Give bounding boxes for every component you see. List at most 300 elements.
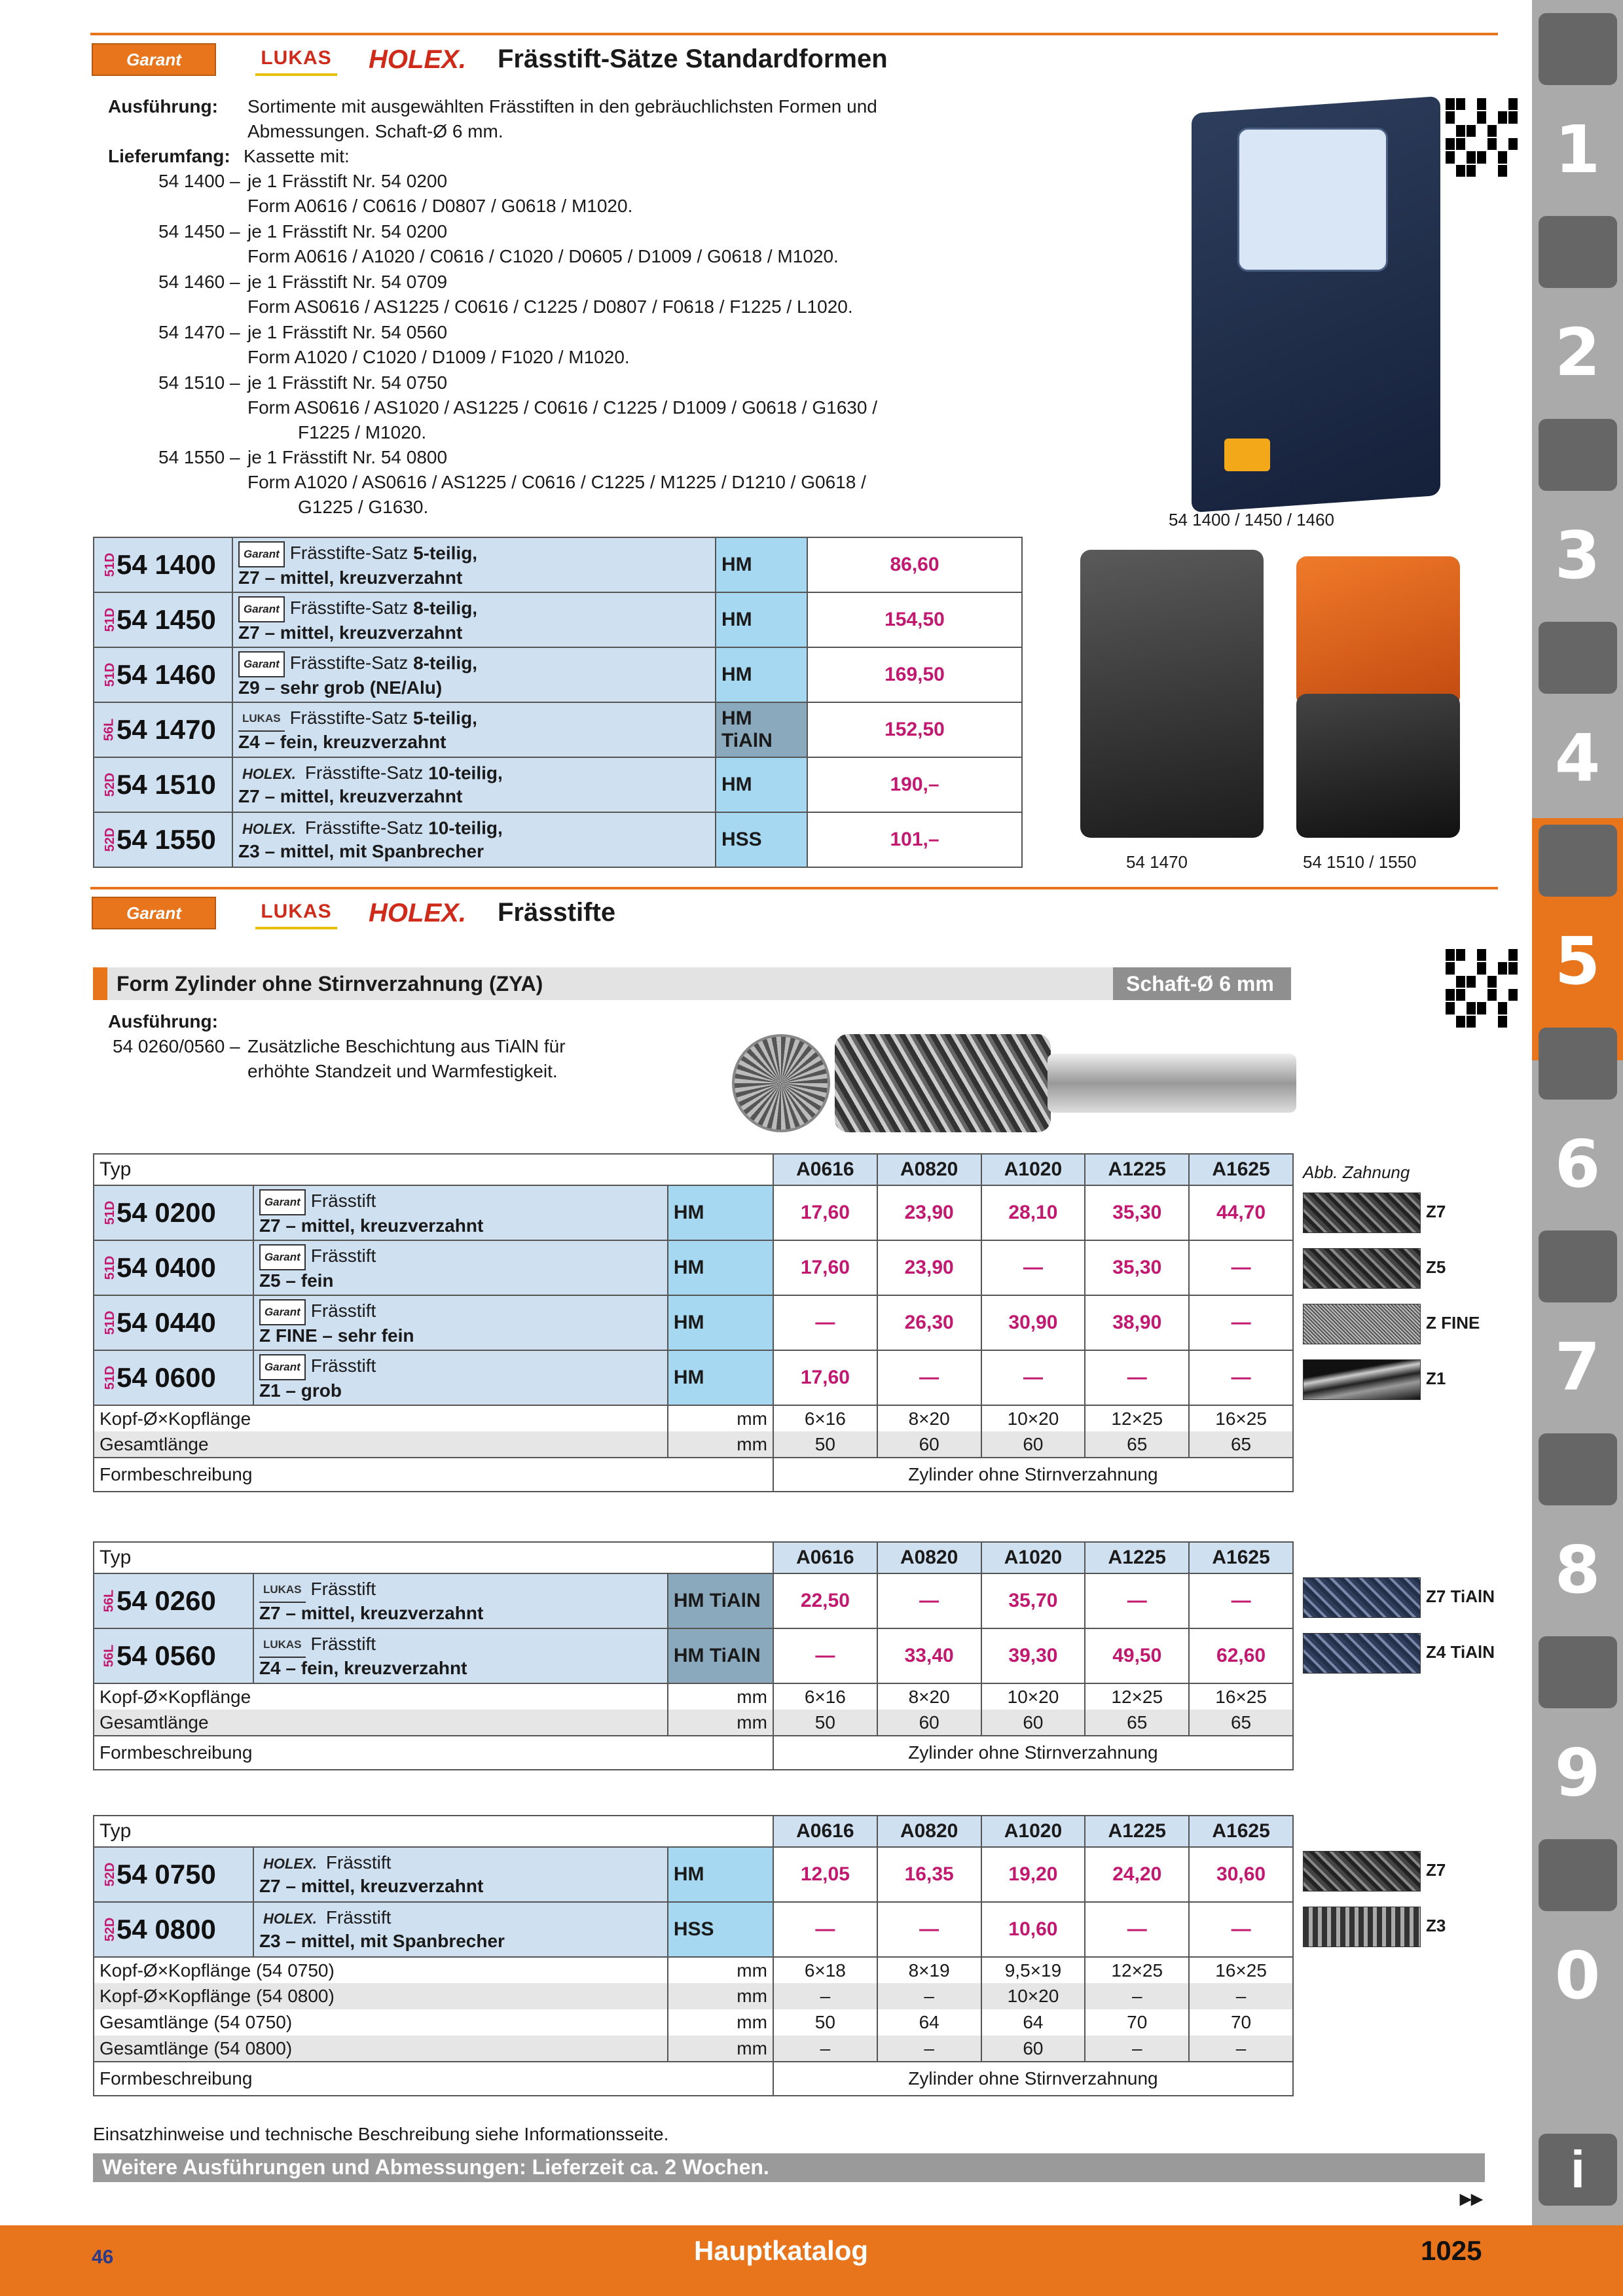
ausfuehrung-label-2: Ausführung: — [108, 1011, 218, 1031]
qr-module — [1508, 111, 1518, 123]
set-line-1: je 1 Frässtift Nr. 54 0800 — [247, 447, 448, 467]
price-cell: 30,90 — [981, 1295, 1085, 1350]
qr-module — [1456, 962, 1465, 974]
form-title: Form Zylinder ohne Stirnverzahnung (ZYA) — [117, 972, 543, 996]
table-row — [94, 1240, 1293, 1295]
price-cell: 22,50 — [773, 1573, 877, 1628]
size-column-header: A0820 — [877, 1816, 981, 1847]
spec-value: 50 — [773, 1431, 877, 1458]
case-clasp — [1224, 439, 1270, 471]
desc-text: Frässtift — [310, 1634, 376, 1655]
desc-line-1 — [259, 1852, 662, 1876]
spec-row — [94, 1405, 1293, 1431]
desc-line-1 — [259, 1907, 662, 1931]
spec-unit: mm — [668, 1710, 773, 1736]
product-table-2 — [93, 1541, 1294, 1770]
material-cell: HM — [716, 537, 807, 592]
spec-value: 8×19 — [877, 1957, 981, 1983]
article-code — [94, 537, 232, 592]
size-column-header: A0616 — [773, 1542, 877, 1573]
price-cell: — — [1085, 1350, 1189, 1405]
zahnung-label: Z7 TiAlN — [1426, 1587, 1495, 1606]
chapter-icon[interactable] — [1539, 825, 1617, 897]
desc-line-2: Z4 – fein, kreuzverzahnt — [259, 1658, 467, 1678]
qr-code-1[interactable] — [1446, 98, 1518, 177]
qr-module — [1446, 165, 1455, 177]
qr-module — [1487, 989, 1497, 1001]
set-code: 54 1460 – — [158, 272, 240, 292]
article-number: 54 0750 — [117, 1859, 216, 1890]
desc-text: Frässtifte-Satz — [289, 543, 414, 564]
desc-count: 10-teilig, — [428, 817, 503, 838]
set-line-3: G1225 / G1630. — [298, 497, 429, 517]
price-cell: — — [773, 1295, 877, 1350]
qr-module — [1467, 165, 1476, 177]
desc-count: 5-teilig, — [413, 543, 478, 564]
qr-module — [1456, 98, 1465, 110]
ausfuehrung-text-1: Sortimente mit ausgewählten Frässtiften in den gebräuchlichsten Formen und — [247, 96, 877, 117]
spec-value: 6×18 — [773, 1957, 877, 1983]
table-row — [94, 702, 1022, 757]
article-description — [253, 1185, 668, 1240]
article-description — [232, 537, 716, 592]
case-image-orange-lid — [1296, 556, 1460, 707]
qr-module — [1467, 1016, 1476, 1028]
spec-value: – — [773, 2036, 877, 2062]
qr-module — [1446, 125, 1455, 137]
article-description — [232, 702, 716, 757]
article-code — [94, 1185, 253, 1240]
size-column-header: A0616 — [773, 1816, 877, 1847]
spec-unit: mm — [668, 2009, 773, 2036]
material-cell: HM — [668, 1295, 773, 1350]
spec-label: Kopf-Ø×Kopflänge — [94, 1405, 668, 1431]
price-group-tag: 52D — [102, 1917, 117, 1942]
desc-count: 10-teilig, — [428, 762, 503, 783]
form-description-row — [94, 1458, 1293, 1492]
qr-module — [1477, 111, 1486, 123]
article-code — [94, 1847, 253, 1902]
case-label-sheet — [1237, 128, 1388, 272]
spec-value: 8×20 — [877, 1683, 981, 1710]
price-cell: 86,60 — [807, 537, 1022, 592]
table-row — [94, 592, 1022, 647]
chapter-icon[interactable]: i — [1539, 2134, 1617, 2206]
chapter-icon[interactable] — [1539, 622, 1617, 694]
desc-count: 5-teilig, — [412, 708, 477, 728]
qr-module — [1508, 125, 1518, 137]
price-cell: 154,50 — [807, 592, 1022, 647]
qr-code-2[interactable] — [1446, 949, 1518, 1028]
set-code: 54 1450 – — [158, 221, 240, 242]
size-column-header: A1020 — [981, 1542, 1085, 1573]
spec-value: 12×25 — [1085, 1957, 1189, 1983]
set-line-1: je 1 Frässtift Nr. 54 0200 — [247, 171, 448, 191]
spec-value: 12×25 — [1085, 1683, 1189, 1710]
zahnung-label: Z7 — [1426, 1860, 1446, 1880]
spec-row — [94, 2009, 1293, 2036]
price-cell: 30,60 — [1189, 1847, 1293, 1902]
typ-header: Typ — [94, 1154, 773, 1185]
qr-module — [1487, 138, 1497, 150]
qr-module — [1477, 165, 1486, 177]
lieferumfang-label: Lieferumfang: — [108, 146, 230, 166]
article-number: 54 0260 — [117, 1585, 216, 1616]
spec-label: Kopf-Ø×Kopflänge (54 0750) — [94, 1957, 668, 1983]
material-cell: HM — [668, 1350, 773, 1405]
spec-row — [94, 1983, 1293, 2009]
desc-line-1 — [259, 1578, 662, 1603]
article-description — [253, 1847, 668, 1902]
price-group-tag: 52D — [102, 1862, 117, 1887]
cutter-end-view-image — [732, 1034, 830, 1132]
qr-module — [1477, 98, 1486, 110]
material-cell: HM TiAlN — [716, 702, 807, 757]
price-cell: — — [1189, 1902, 1293, 1957]
holex-logo-2: HOLEX. — [369, 898, 466, 927]
article-description — [232, 812, 716, 867]
price-cell: — — [981, 1350, 1085, 1405]
qr-module — [1498, 962, 1507, 974]
chapter-number[interactable]: 1 — [1554, 111, 1601, 188]
material-cell: HSS — [716, 812, 807, 867]
brand-mini-logo: HOLEX. — [242, 766, 296, 782]
schaft-text: Schaft-Ø 6 mm — [1126, 972, 1274, 996]
spec-value: 16×25 — [1189, 1405, 1293, 1431]
price-cell: 101,– — [807, 812, 1022, 867]
price-cell: 38,90 — [1085, 1295, 1189, 1350]
desc-line-1 — [238, 762, 710, 786]
spec-value: 64 — [981, 2009, 1085, 2036]
chapter-number[interactable]: 6 — [1554, 1126, 1601, 1202]
holex-logo: HOLEX. — [369, 45, 466, 74]
chapter-icon[interactable] — [1539, 1636, 1617, 1708]
spec-value: 70 — [1085, 2009, 1189, 2036]
article-code — [94, 1628, 253, 1683]
desc-line-2: Z3 – mittel, mit Spanbrecher — [238, 841, 484, 861]
qr-module — [1487, 1016, 1497, 1028]
qr-module — [1456, 125, 1465, 137]
qr-module — [1456, 151, 1465, 163]
desc-line-2: Z5 – fein — [259, 1270, 334, 1291]
form-description-row — [94, 2062, 1293, 2096]
set-line-2: Form AS0616 / AS1020 / AS1225 / C0616 / C1225 / D1009 / G0618 / G1630 / — [247, 397, 877, 418]
size-column-header: A1625 — [1189, 1816, 1293, 1847]
spec-value: 60 — [877, 1431, 981, 1458]
qr-module — [1508, 165, 1518, 177]
spec-label: Gesamtlänge — [94, 1710, 668, 1736]
desc-line-2: Z7 – mittel, kreuzverzahnt — [238, 786, 463, 806]
spec-value: 65 — [1085, 1710, 1189, 1736]
price-cell: 12,05 — [773, 1847, 877, 1902]
spec-value: 16×25 — [1189, 1957, 1293, 1983]
qr-module — [1477, 125, 1486, 137]
spec-value: 8×20 — [877, 1405, 981, 1431]
chapter-number[interactable]: 3 — [1554, 517, 1601, 594]
desc-text: Frässtifte-Satz — [289, 598, 414, 619]
form-value: Zylinder ohne Stirnverzahnung — [773, 1458, 1293, 1492]
article-number: 54 0600 — [117, 1362, 216, 1393]
qr-module — [1446, 151, 1455, 163]
desc-line-1 — [259, 1299, 662, 1325]
qr-module — [1477, 989, 1486, 1001]
spec-value: 60 — [981, 2036, 1085, 2062]
material-cell: HM TiAlN — [668, 1573, 773, 1628]
chapter-number[interactable]: 9 — [1554, 1734, 1601, 1811]
chapter-number[interactable]: 0 — [1554, 1937, 1601, 2014]
article-code — [94, 757, 232, 812]
size-column-header: A0820 — [877, 1154, 981, 1185]
qr-module — [1477, 949, 1486, 961]
case-image-grey — [1080, 550, 1264, 838]
qr-module — [1508, 976, 1518, 988]
qr-module — [1498, 125, 1507, 137]
qr-module — [1456, 138, 1465, 150]
set-code: 54 1470 – — [158, 322, 240, 342]
section2-title: Frässtifte — [498, 898, 616, 927]
spec-value: – — [877, 2036, 981, 2062]
chapter-icon[interactable] — [1539, 1839, 1617, 1911]
spec-value: – — [877, 1983, 981, 2009]
article-number: 54 0400 — [117, 1252, 216, 1283]
section2-rule — [90, 887, 1498, 889]
price-cell: — — [773, 1902, 877, 1957]
spec-value: 10×20 — [981, 1683, 1085, 1710]
article-code — [94, 1240, 253, 1295]
desc-text: Frässtift — [310, 1191, 376, 1211]
qr-module — [1467, 962, 1476, 974]
article-description — [253, 1350, 668, 1405]
desc-line-2: Z3 – mittel, mit Spanbrecher — [259, 1931, 505, 1951]
qr-module — [1477, 138, 1486, 150]
price-cell: — — [877, 1902, 981, 1957]
chapter-icon[interactable] — [1539, 1028, 1617, 1100]
spec-unit: mm — [668, 2036, 773, 2062]
spec-label: Kopf-Ø×Kopflänge — [94, 1683, 668, 1710]
spec-value: – — [1085, 2036, 1189, 2062]
qr-module — [1446, 976, 1455, 988]
brand-mini-logo: LUKAS — [238, 707, 285, 732]
brand-mini-logo: Garant — [238, 596, 285, 622]
desc-line-2: Z9 – sehr grob (NE/Alu) — [238, 677, 443, 698]
desc-line-2: Z7 – mittel, kreuzverzahnt — [259, 1603, 484, 1623]
qr-module — [1487, 949, 1497, 961]
product-table-1 — [93, 1153, 1294, 1492]
desc-line-1 — [259, 1354, 662, 1380]
price-group-tag: 51D — [102, 1365, 117, 1390]
price-cell: 152,50 — [807, 702, 1022, 757]
qr-module — [1498, 1016, 1507, 1028]
spec-value: – — [1085, 1983, 1189, 2009]
form-label: Formbeschreibung — [94, 1736, 773, 1770]
spec-row — [94, 1710, 1293, 1736]
article-number: 54 1400 — [117, 549, 216, 580]
material-cell: HM — [668, 1240, 773, 1295]
price-cell: 24,20 — [1085, 1847, 1189, 1902]
article-description — [232, 647, 716, 702]
desc-text: Frässtifte-Satz — [289, 653, 414, 673]
qr-module — [1508, 1016, 1518, 1028]
desc-line-2: Z7 – mittel, kreuzverzahnt — [259, 1876, 484, 1896]
set-line-2: Form AS0616 / AS1225 / C0616 / C1225 / D0807 / F0618 / F1225 / L1020. — [247, 296, 853, 317]
spec-value: 12×25 — [1085, 1405, 1189, 1431]
chapter-icon[interactable] — [1539, 1433, 1617, 1505]
qr-module — [1456, 165, 1465, 177]
set-line-3: F1225 / M1020. — [298, 422, 427, 442]
desc-text: Frässtift — [310, 1579, 376, 1600]
lukas-logo: LUKAS — [255, 43, 337, 76]
chapter-number[interactable]: 5 — [1554, 923, 1601, 999]
size-column-header: A0820 — [877, 1542, 981, 1573]
price-cell: 35,30 — [1085, 1185, 1189, 1240]
next-page-arrows[interactable]: ▸▸ — [1460, 2186, 1483, 2211]
chapter-icon[interactable] — [1539, 1230, 1617, 1302]
spec-row — [94, 2036, 1293, 2062]
abb-zahnung-label: Abb. Zahnung — [1303, 1162, 1410, 1182]
product-table-3 — [93, 1815, 1294, 2096]
price-cell: — — [877, 1350, 981, 1405]
chapter-number[interactable]: 4 — [1554, 720, 1601, 797]
article-code — [94, 1902, 253, 1957]
desc-text: Frässtifte-Satz — [289, 708, 413, 728]
price-cell: 28,10 — [981, 1185, 1085, 1240]
material-cell: HM TiAlN — [668, 1628, 773, 1683]
qr-module — [1487, 165, 1497, 177]
article-code — [94, 1573, 253, 1628]
spec-unit: mm — [668, 1405, 773, 1431]
size-column-header: A1225 — [1085, 1542, 1189, 1573]
desc-text: Frässtifte-Satz — [304, 762, 429, 783]
price-cell: — — [1189, 1573, 1293, 1628]
price-cell: 23,90 — [877, 1185, 981, 1240]
desc-line-2: Z FINE – sehr fein — [259, 1325, 414, 1346]
set-line-2: Form A1020 / C1020 / D1009 / F1020 / M1020. — [247, 347, 630, 367]
zahnung-thumbnail — [1303, 1248, 1421, 1289]
article-description — [253, 1573, 668, 1628]
price-group-tag: 52D — [102, 772, 117, 797]
desc-line-2: Z7 – mittel, kreuzverzahnt — [238, 567, 463, 588]
table-row — [94, 812, 1022, 867]
price-cell: — — [773, 1628, 877, 1683]
brand-mini-logo: HOLEX. — [263, 1856, 317, 1872]
qr-module — [1446, 989, 1455, 1001]
article-number: 54 1460 — [117, 659, 216, 690]
price-cell: 39,30 — [981, 1628, 1085, 1683]
form-label: Formbeschreibung — [94, 2062, 773, 2096]
footer-page-left: 46 — [92, 2246, 114, 2268]
qr-module — [1456, 949, 1465, 961]
spec-value: 16×25 — [1189, 1683, 1293, 1710]
qr-module — [1487, 151, 1497, 163]
price-cell: 35,70 — [981, 1573, 1085, 1628]
ausfuehrung-text-2a: Zusätzliche Beschichtung aus TiAlN für — [247, 1036, 566, 1056]
set-code: 54 1550 – — [158, 447, 240, 467]
article-code — [94, 1350, 253, 1405]
qr-module — [1456, 976, 1465, 988]
qr-module — [1467, 98, 1476, 110]
spec-unit: mm — [668, 1983, 773, 2009]
qr-module — [1446, 98, 1455, 110]
set-line-2: Form A1020 / AS0616 / AS1225 / C0616 / C1225 / M1225 / D1210 / G0618 / — [247, 472, 866, 492]
price-group-tag: 51D — [102, 1200, 117, 1225]
form-value: Zylinder ohne Stirnverzahnung — [773, 1736, 1293, 1770]
price-group-tag: 52D — [102, 827, 117, 852]
spec-unit: mm — [668, 1683, 773, 1710]
article-code — [94, 702, 232, 757]
qr-module — [1456, 989, 1465, 1001]
desc-line-1 — [238, 707, 710, 732]
spec-value: 64 — [877, 2009, 981, 2036]
qr-module — [1498, 151, 1507, 163]
desc-text: Frässtift — [310, 1246, 376, 1266]
price-cell: — — [877, 1573, 981, 1628]
desc-text: Frässtift — [325, 1852, 392, 1873]
desc-count: 8-teilig, — [413, 598, 478, 619]
ausfuehrung-label: Ausführung: — [108, 96, 218, 117]
zahnung-thumbnail — [1303, 1907, 1421, 1947]
delivery-banner-text: Weitere Ausführungen und Abmessungen: Lieferzeit ca. 2 Wochen. — [102, 2155, 769, 2179]
qr-module — [1498, 1002, 1507, 1014]
price-cell: 17,60 — [773, 1240, 877, 1295]
spec-label: Gesamtlänge (54 0800) — [94, 2036, 668, 2062]
material-cell: HM — [716, 592, 807, 647]
qr-module — [1487, 1002, 1497, 1014]
ausfuehrung-text-2: Abmessungen. Schaft-Ø 6 mm. — [247, 121, 503, 141]
price-cell: 17,60 — [773, 1350, 877, 1405]
qr-module — [1467, 1002, 1476, 1014]
qr-module — [1487, 976, 1497, 988]
chapter-icon[interactable] — [1539, 419, 1617, 491]
chapter-icon[interactable] — [1539, 216, 1617, 288]
chapter-number[interactable]: 2 — [1554, 314, 1601, 391]
qr-module — [1467, 111, 1476, 123]
price-cell: 35,30 — [1085, 1240, 1189, 1295]
garant-logo-2: Garant — [92, 897, 216, 929]
spec-value: 70 — [1189, 2009, 1293, 2036]
desc-line-2: Z7 – mittel, kreuzverzahnt — [259, 1215, 484, 1236]
article-description — [232, 757, 716, 812]
lukas-logo-2: LUKAS — [255, 897, 337, 929]
qr-module — [1508, 962, 1518, 974]
material-cell: HSS — [668, 1902, 773, 1957]
image-caption-1: 54 1400 / 1450 / 1460 — [1169, 510, 1335, 529]
article-number: 54 0560 — [117, 1640, 216, 1671]
qr-module — [1446, 1002, 1455, 1014]
chapter-number[interactable]: 7 — [1554, 1329, 1601, 1405]
article-number: 54 1450 — [117, 604, 216, 635]
material-cell: HM — [716, 757, 807, 812]
qr-module — [1477, 1002, 1486, 1014]
qr-module — [1498, 165, 1507, 177]
spec-label: Kopf-Ø×Kopflänge (54 0800) — [94, 1983, 668, 2009]
material-cell: HM — [716, 647, 807, 702]
qr-module — [1467, 138, 1476, 150]
table-row — [94, 1185, 1293, 1240]
cutter-head-image — [835, 1034, 1051, 1132]
lieferumfang-value: Kassette mit: — [244, 146, 350, 166]
chapter-number[interactable]: 8 — [1554, 1532, 1601, 1608]
zahnung-label: Z1 — [1426, 1369, 1446, 1388]
spec-row — [94, 1683, 1293, 1710]
chapter-icon[interactable] — [1539, 13, 1617, 85]
size-column-header: A1225 — [1085, 1816, 1189, 1847]
desc-line-2: Z7 – mittel, kreuzverzahnt — [238, 622, 463, 643]
desc-text: Frässtift — [310, 1355, 376, 1376]
price-cell: — — [1085, 1902, 1189, 1957]
desc-line-1 — [238, 651, 710, 677]
brand-mini-logo: HOLEX. — [263, 1910, 317, 1927]
desc-line-2: Z1 – grob — [259, 1380, 342, 1401]
